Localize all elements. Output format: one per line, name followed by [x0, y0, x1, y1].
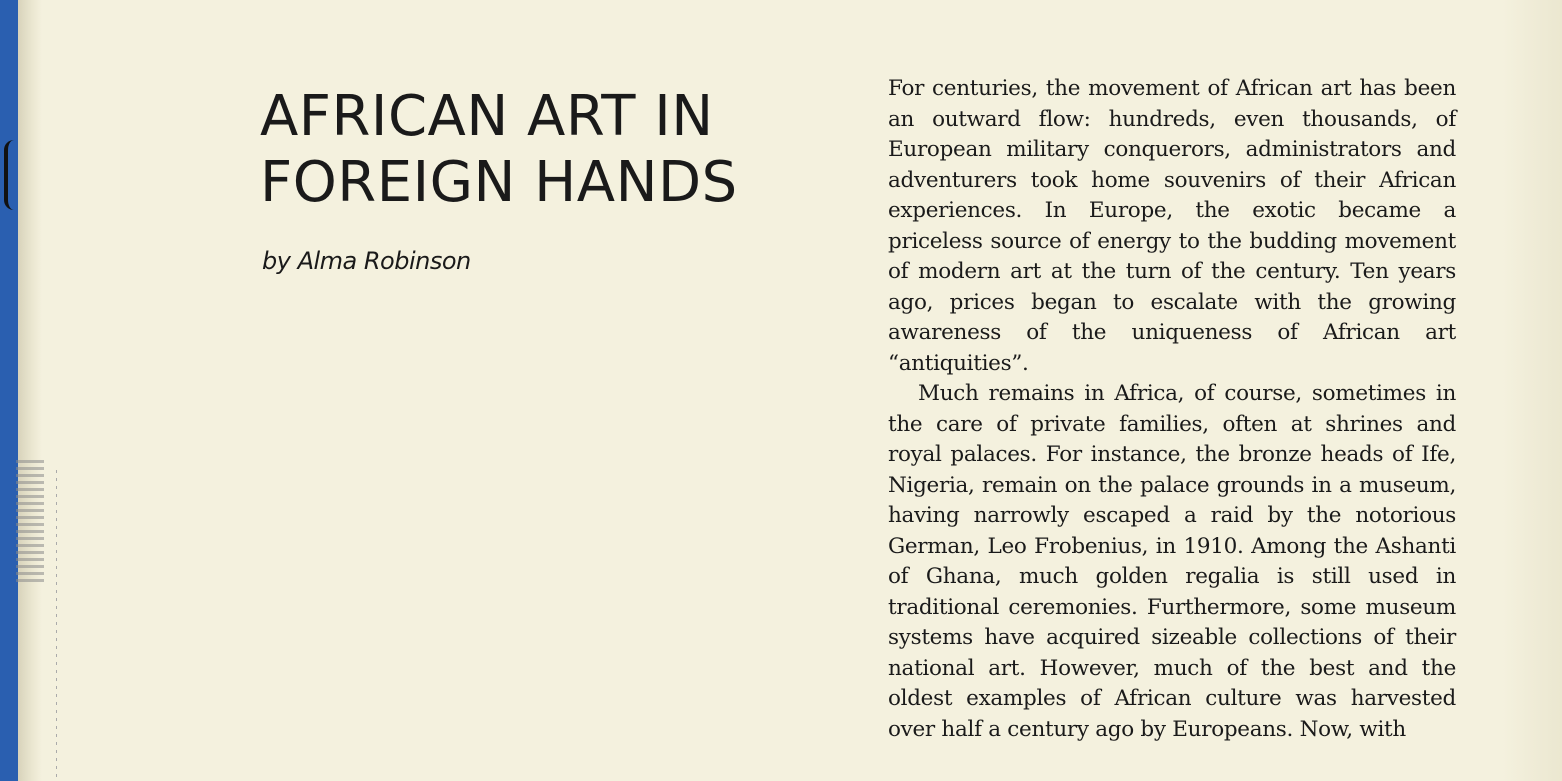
paragraph-1: For centuries, the movement of African art has been an outward flow: hundreds, even thousands, of European military conquerors, administrators and adventurers took home souvenirs of their African experiences. In Europe, the exotic became a priceless source of energy to the budding movement of modern art at the turn of the century. Ten years ago, prices began to escalate with the growing awareness of the uniqueness of African art “antiquities”. [888, 76, 1456, 376]
spine-mark [4, 140, 20, 210]
perforation-line [56, 470, 57, 781]
page-edge-shade [1502, 0, 1562, 781]
title-line-2: FOREIGN HANDS [260, 150, 738, 215]
paragraph-2: Much remains in Africa, of course, sometimes in the care of private families, often at shrines and royal palaces. For instance, the bronze heads of Ife, Nigeria, remain on the palace grounds in a museum, having narrowly escaped a raid by the notorious German, Leo Frobenius, in 1910. Among the Ashanti of Ghana, much golden regalia is still used in traditional ceremonies. Furthermore, some museum systems have acquired sizeable collections of their national art. However, much of the best and the oldest examples of African culture was harvested over half a century ago by Europeans. Now, with [888, 381, 1456, 742]
library-stamp [16, 460, 44, 781]
article-title [260, 84, 820, 216]
byline: by Alma Robinson [262, 247, 471, 275]
title-line-1: AFRICAN ART IN [260, 84, 714, 149]
article-body [888, 74, 1456, 745]
